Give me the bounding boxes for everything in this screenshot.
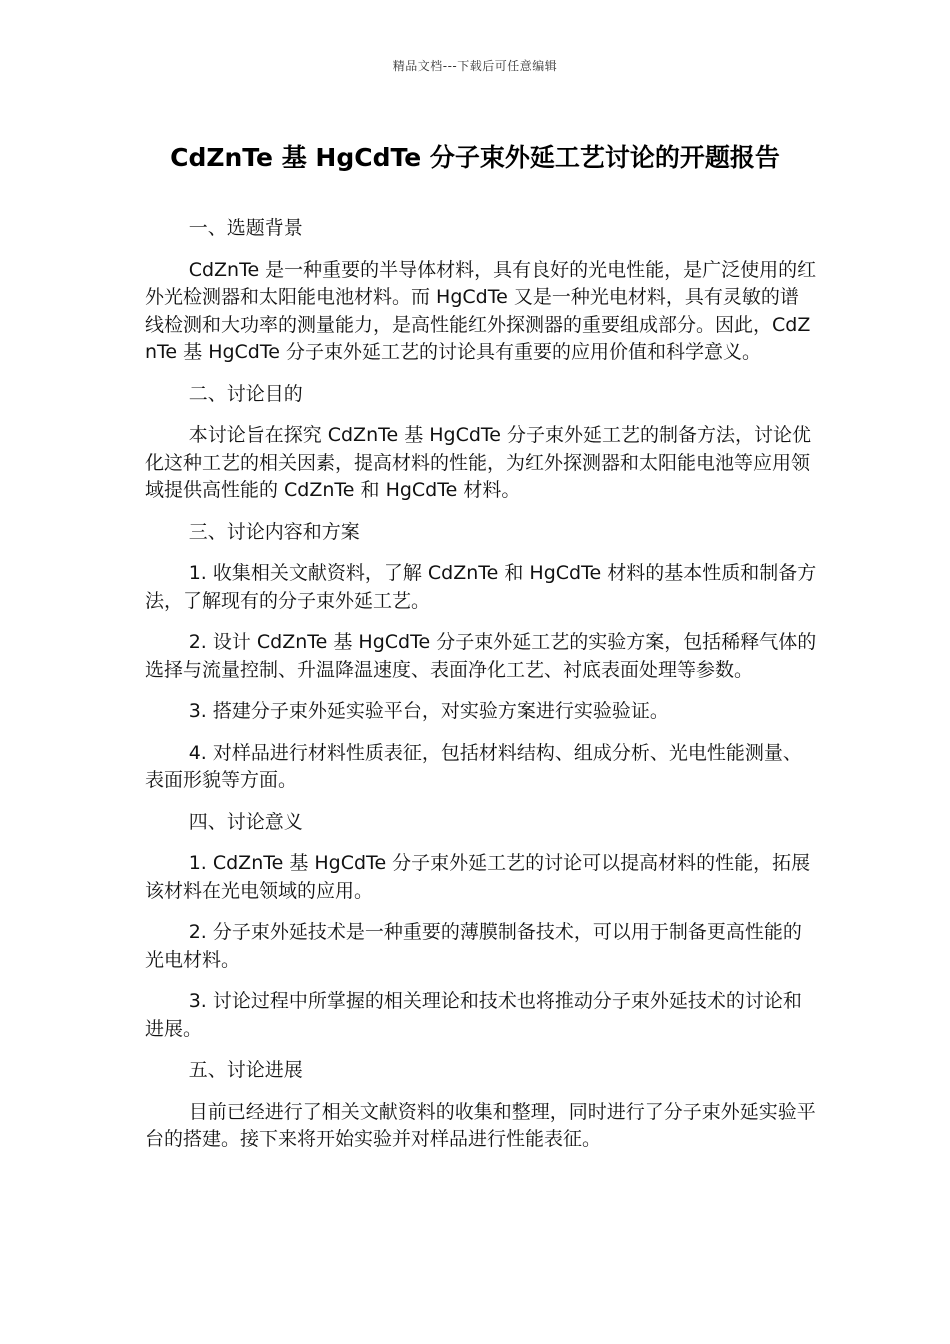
section-heading: 一、选题背景 <box>188 217 303 239</box>
section-significance <box>145 809 817 1044</box>
section-heading: 五、讨论进展 <box>188 1059 303 1081</box>
section-heading: 三、讨论内容和方案 <box>188 520 360 543</box>
section-background <box>145 215 817 367</box>
document-body <box>145 215 817 1168</box>
page-header-watermark: 精品文档---下载后可任意编辑 <box>392 59 558 73</box>
section-purpose <box>145 381 817 505</box>
paragraph: CdZnTe 是一种重要的半导体材料，具有良好的光电性能，是广泛使用的红外光检测器和太阳能电池材料。而 HgCdTe 又是一种光电材料，具有灵敏的谱线检测和大功率的测量能力，是高性能红外探测器的重要组成部分。因此，CdZnTe 基 HgCdTe 分子束外延工艺的讨论具有重要的应用价值和科学意义。 <box>145 258 817 363</box>
list-item: 3. 讨论过程中所掌握的相关理论和技术也将推动分子束外延技术的讨论和进展。 <box>145 990 802 1040</box>
section-progress <box>145 1057 817 1154</box>
document-title: CdZnTe 基 HgCdTe 分子束外延工艺讨论的开题报告 <box>170 143 780 172</box>
paragraph: 本讨论旨在探究 CdZnTe 基 HgCdTe 分子束外延工艺的制备方法，讨论优化这种工艺的相关因素，提高材料的性能，为红外探测器和太阳能电池等应用领域提供高性能的 CdZnTe 和 HgCdTe 材料。 <box>145 424 812 501</box>
section-heading: 二、讨论目的 <box>188 382 303 405</box>
section-heading: 四、讨论意义 <box>188 810 303 833</box>
list-item: 4. 对样品进行材料性质表征，包括材料结构、组成分析、光电性能测量、表面形貌等方面。 <box>145 741 802 791</box>
list-item: 2. 设计 CdZnTe 基 HgCdTe 分子束外延工艺的实验方案，包括稀释气体的选择与流量控制、升温降温速度、表面净化工艺、衬底表面处理等参数。 <box>145 631 817 681</box>
list-item: 1. CdZnTe 基 HgCdTe 分子束外延工艺的讨论可以提高材料的性能，拓展该材料在光电领域的应用。 <box>145 852 811 902</box>
list-item: 1. 收集相关文献资料，了解 CdZnTe 和 HgCdTe 材料的基本性质和制备方法，了解现有的分子束外延工艺。 <box>145 562 817 612</box>
paragraph: 目前已经进行了相关文献资料的收集和整理，同时进行了分子束外延实验平台的搭建。接下来将开始实验并对样品进行性能表征。 <box>145 1100 816 1150</box>
section-content-plan <box>145 519 817 795</box>
list-item: 3. 搭建分子束外延实验平台，对实验方案进行实验验证。 <box>188 700 669 722</box>
list-item: 2. 分子束外延技术是一种重要的薄膜制备技术，可以用于制备更高性能的光电材料。 <box>145 921 802 971</box>
